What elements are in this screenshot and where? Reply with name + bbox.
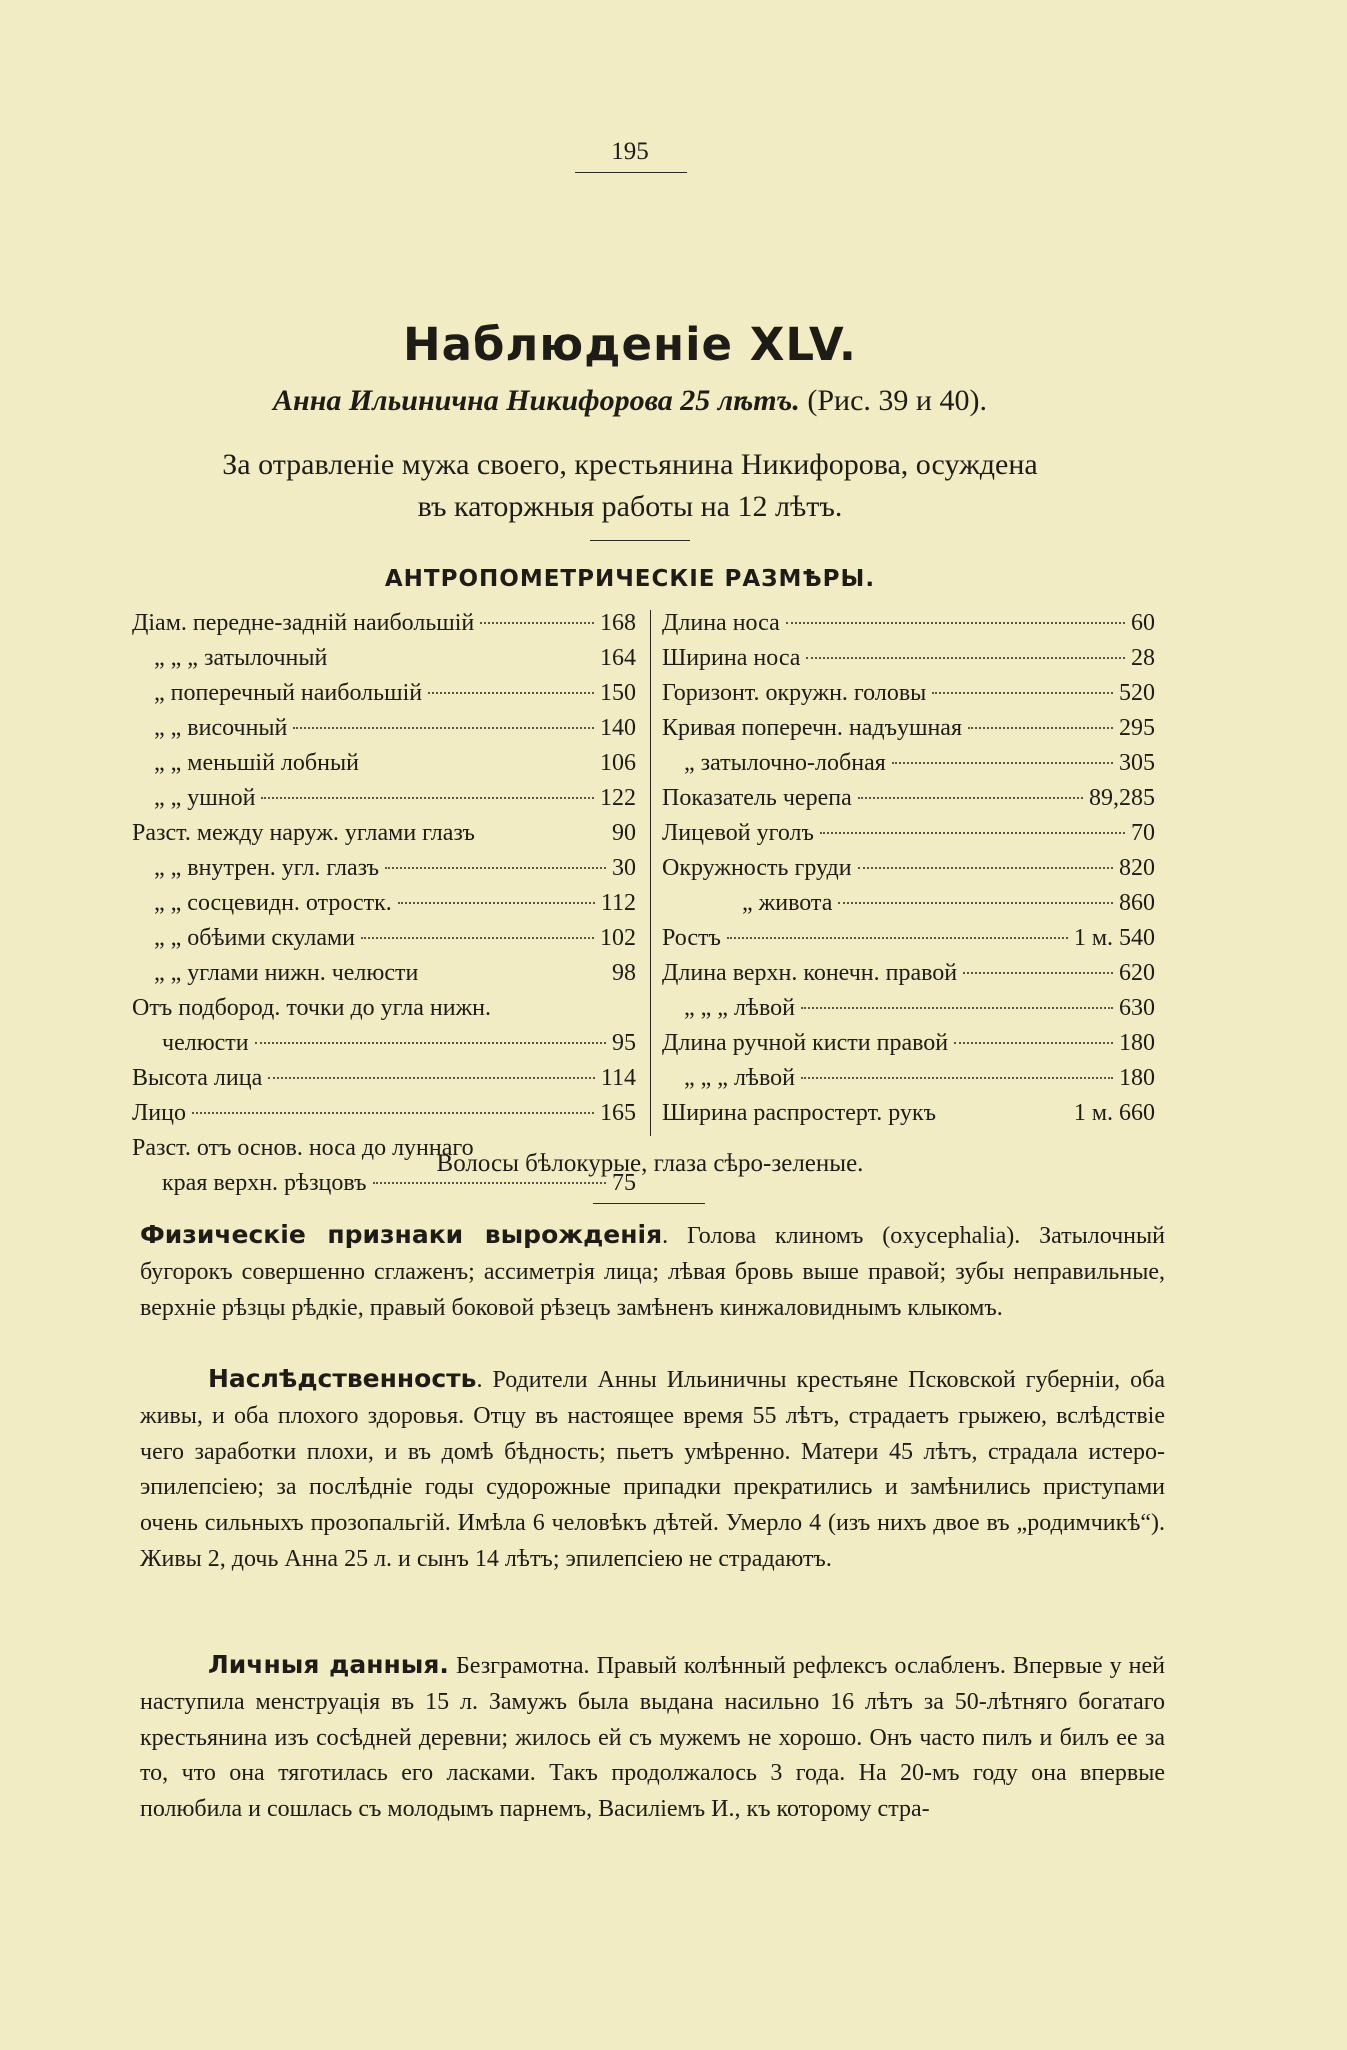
measurement-label: „ „ „ затылочный (154, 645, 328, 671)
section-text: Безграмотна. Правый колѣнный рефлексъ ослабленъ. Впервые у ней наступила менструація въ 15 л. Замужъ была выдана насильно 16 лѣтъ за 50-лѣтняго богатаго крестьянина изъ сосѣдней деревни; жилось ей съ мужемъ не хорошо. Онъ часто пилъ и билъ ее за то, что она тяготилась его ласками. Такъ продолжалось 3 года. На 20-мъ году она впервые полюбила и сошлась съ молодымъ парнемъ, Василіемъ И., къ которому стра- (140, 1653, 1165, 1823)
measurement-value: 168 (600, 610, 636, 636)
dot-leader (806, 657, 1125, 659)
measurement-label: „ „ внутрен. угл. глазъ (154, 855, 380, 881)
dot-leader (428, 692, 594, 694)
measurement-label: Лицевой уголъ (662, 820, 814, 846)
measurement-row (662, 886, 1155, 921)
section-personal-data (140, 1647, 1165, 1828)
dot-leader (932, 692, 1113, 694)
measurement-value: 164 (600, 645, 636, 671)
column-divider (650, 610, 651, 1136)
separator-rule (590, 540, 690, 541)
measurement-label: „ живота (742, 890, 833, 916)
measurement-value: 165 (600, 1100, 636, 1126)
measurement-value: 150 (600, 680, 636, 706)
measurement-row (132, 781, 636, 816)
measurement-label: Разст. между наруж. углами глазъ (132, 820, 475, 846)
measurement-label: Высота лица (132, 1065, 263, 1091)
measurement-label: Лицо (132, 1100, 186, 1126)
measurement-label: „ „ височный (154, 715, 288, 741)
measurement-label: Разст. отъ основ. носа до луннаго (132, 1135, 474, 1161)
sentence-line: За отравленіе мужа своего, крестьянина Никифорова, осуждена (222, 448, 1038, 481)
measurement-row (132, 1061, 636, 1096)
measurement-label: Ширина носа (662, 645, 801, 671)
measurement-row (662, 1026, 1155, 1061)
dot-leader (385, 867, 606, 869)
measurement-row (662, 781, 1155, 816)
measurement-label: „ „ углами нижн. челюсти (154, 960, 419, 986)
section-heading: Личныя данныя. (208, 1650, 449, 1679)
measurement-row (662, 991, 1155, 1026)
measurement-value: 1 м. 540 (1073, 925, 1155, 951)
dot-leader (192, 1112, 594, 1114)
measurement-value: 114 (600, 1065, 636, 1091)
dot-leader (293, 727, 594, 729)
measurement-row (662, 1061, 1155, 1096)
measurement-label: „ затылочно-лобная (684, 750, 886, 776)
measurement-value: 102 (600, 925, 636, 951)
measurement-value: 106 (600, 750, 636, 776)
measurement-value: 112 (600, 890, 636, 916)
dot-leader (261, 797, 594, 799)
dot-leader (968, 727, 1113, 729)
measurement-row (132, 676, 636, 711)
measurement-row (132, 991, 636, 1026)
observation-title: Наблюденіе XLV. (402, 318, 857, 371)
dot-leader (801, 1007, 1113, 1009)
measurement-row (662, 641, 1155, 676)
measurement-value: 620 (1119, 960, 1155, 986)
measurement-row (132, 711, 636, 746)
measurements-right-column (662, 606, 1155, 1131)
section-heredity (140, 1361, 1165, 1578)
measurement-value: 75 (612, 1170, 636, 1196)
measurement-label: „ „ „ лѣвой (684, 995, 795, 1021)
measurement-value: 122 (600, 785, 636, 811)
measurement-row (662, 606, 1155, 641)
dot-leader (838, 902, 1113, 904)
measurement-row (132, 1026, 636, 1061)
sentence-text (80, 444, 1180, 528)
measurements-left-column (132, 606, 636, 1201)
measurement-value: 70 (1131, 820, 1155, 846)
hair-eyes-note: Волосы бѣлокурые, глаза сѣро-зеленые. (436, 1150, 864, 1177)
measurement-value: 28 (1131, 645, 1155, 671)
measurement-label: Длина носа (662, 610, 780, 636)
measurement-label: Діам. передне-задній наибольшій (132, 610, 475, 636)
measurement-row (132, 956, 636, 991)
section-degeneration (140, 1217, 1165, 1326)
measurement-label: челюсти (162, 1030, 249, 1056)
measurement-label: „ „ обѣими скулами (154, 925, 355, 951)
measurement-label: Отъ подбород. точки до угла нижн. (132, 995, 492, 1021)
dot-leader (361, 937, 594, 939)
dot-leader (398, 902, 595, 904)
dot-leader (480, 622, 594, 624)
measurement-value: 90 (612, 820, 636, 846)
measurement-row (662, 1096, 1155, 1131)
measurement-row (132, 921, 636, 956)
measurement-row (662, 816, 1155, 851)
measurement-row (132, 816, 636, 851)
measurement-value: 30 (612, 855, 636, 881)
page-number-underline (575, 172, 687, 173)
measurement-label: „ „ сосцевидн. отростк. (154, 890, 392, 916)
section-heading: Физическіе признаки вырожденія (140, 1220, 663, 1249)
measurement-value: 1 м. 660 (1073, 1100, 1155, 1126)
subject-name: Анна Ильинична Никифорова 25 лѣтъ. (273, 384, 800, 417)
measurement-value: 180 (1119, 1030, 1155, 1056)
section-heading: Наслѣдственность (208, 1364, 477, 1393)
measurement-value: 860 (1119, 890, 1155, 916)
dot-leader (373, 1182, 606, 1184)
separator-rule (593, 1203, 705, 1204)
page-number: 195 (611, 138, 649, 165)
measurement-row (662, 921, 1155, 956)
dot-leader (858, 797, 1083, 799)
measurement-value: 95 (612, 1030, 636, 1056)
sentence-line: въ каторжныя работы на 12 лѣтъ. (417, 490, 843, 523)
measurement-value: 98 (612, 960, 636, 986)
measurement-value: 60 (1131, 610, 1155, 636)
measurement-value: 295 (1119, 715, 1155, 741)
measurement-value: 305 (1119, 750, 1155, 776)
dot-leader (268, 1077, 595, 1079)
dot-leader (727, 937, 1068, 939)
measurement-label: Длина верхн. конечн. правой (662, 960, 958, 986)
measurement-label: „ поперечный наибольшій (154, 680, 423, 706)
measurement-label: „ „ „ лѣвой (684, 1065, 795, 1091)
measurement-label: Ростъ (662, 925, 721, 951)
measurement-value: 630 (1119, 995, 1155, 1021)
measurement-row (662, 851, 1155, 886)
measurement-value: 140 (600, 715, 636, 741)
dot-leader (892, 762, 1113, 764)
measurement-row (662, 746, 1155, 781)
measurement-row (132, 886, 636, 921)
measurement-value: 520 (1119, 680, 1155, 706)
dot-leader (820, 832, 1125, 834)
dot-leader (786, 622, 1125, 624)
measurement-row (132, 641, 636, 676)
measurement-label: Окружность груди (662, 855, 852, 881)
section-text: . Родители Анны Ильиничны крестьяне Псковской губерніи, оба живы, и оба плохого здоровья. Отцу въ настоящее время 55 лѣтъ, страдаетъ грыжею, вслѣдствіе чего заработки плохи, и въ домѣ бѣдность; пьетъ умѣренно. Матери 45 лѣтъ, страдала истеро-эпилепсіею; за послѣдніе годы судорожные припадки прекратились и замѣнились приступами очень сильныхъ прозопальгій. Имѣла 6 человѣкъ дѣтей. Умерло 4 (изъ нихъ двое въ „родимчикѣ“). Живы 2, дочь Анна 25 л. и сынъ 14 лѣтъ; эпилепсіею не страдаютъ. (140, 1367, 1165, 1572)
measurement-value: 180 (1119, 1065, 1155, 1091)
dot-leader (954, 1042, 1113, 1044)
measurement-label: Ширина распростерт. рукъ (662, 1100, 937, 1126)
measurement-row (132, 851, 636, 886)
dot-leader (858, 867, 1113, 869)
dot-leader (963, 972, 1113, 974)
measurement-row (662, 956, 1155, 991)
measurement-label: Длина ручной кисти правой (662, 1030, 949, 1056)
measurement-label: „ „ меньшій лобный (154, 750, 359, 776)
dot-leader (255, 1042, 606, 1044)
measurement-label: „ „ ушной (154, 785, 256, 811)
measurement-label: края верхн. рѣзцовъ (162, 1170, 367, 1196)
measurement-row (132, 746, 636, 781)
figure-reference: (Рис. 39 и 40). (807, 384, 987, 417)
measurement-row (662, 711, 1155, 746)
measurements-heading: АНТРОПОМЕТРИЧЕСКІЕ РАЗМѢРЫ. (384, 566, 876, 592)
measurement-row (132, 1096, 636, 1131)
measurement-label: Показатель черепа (662, 785, 852, 811)
subject-line (0, 384, 1260, 418)
measurement-row (132, 606, 636, 641)
dot-leader (801, 1077, 1113, 1079)
measurement-value: 820 (1119, 855, 1155, 881)
measurement-label: Горизонт. окружн. головы (662, 680, 927, 706)
measurement-label: Кривая поперечн. надъушная (662, 715, 962, 741)
measurement-value: 89,285 (1089, 785, 1155, 811)
section-text: . Голова клиномъ (oxycephalia). Затылочный бугорокъ совершенно сглаженъ; ассиметрія лица; лѣвая бровь выше правой; зубы неправильные, верхніе рѣзцы рѣдкіе, правый боковой рѣзецъ замѣненъ кинжаловиднымъ клыкомъ. (140, 1223, 1165, 1321)
measurement-row (662, 676, 1155, 711)
